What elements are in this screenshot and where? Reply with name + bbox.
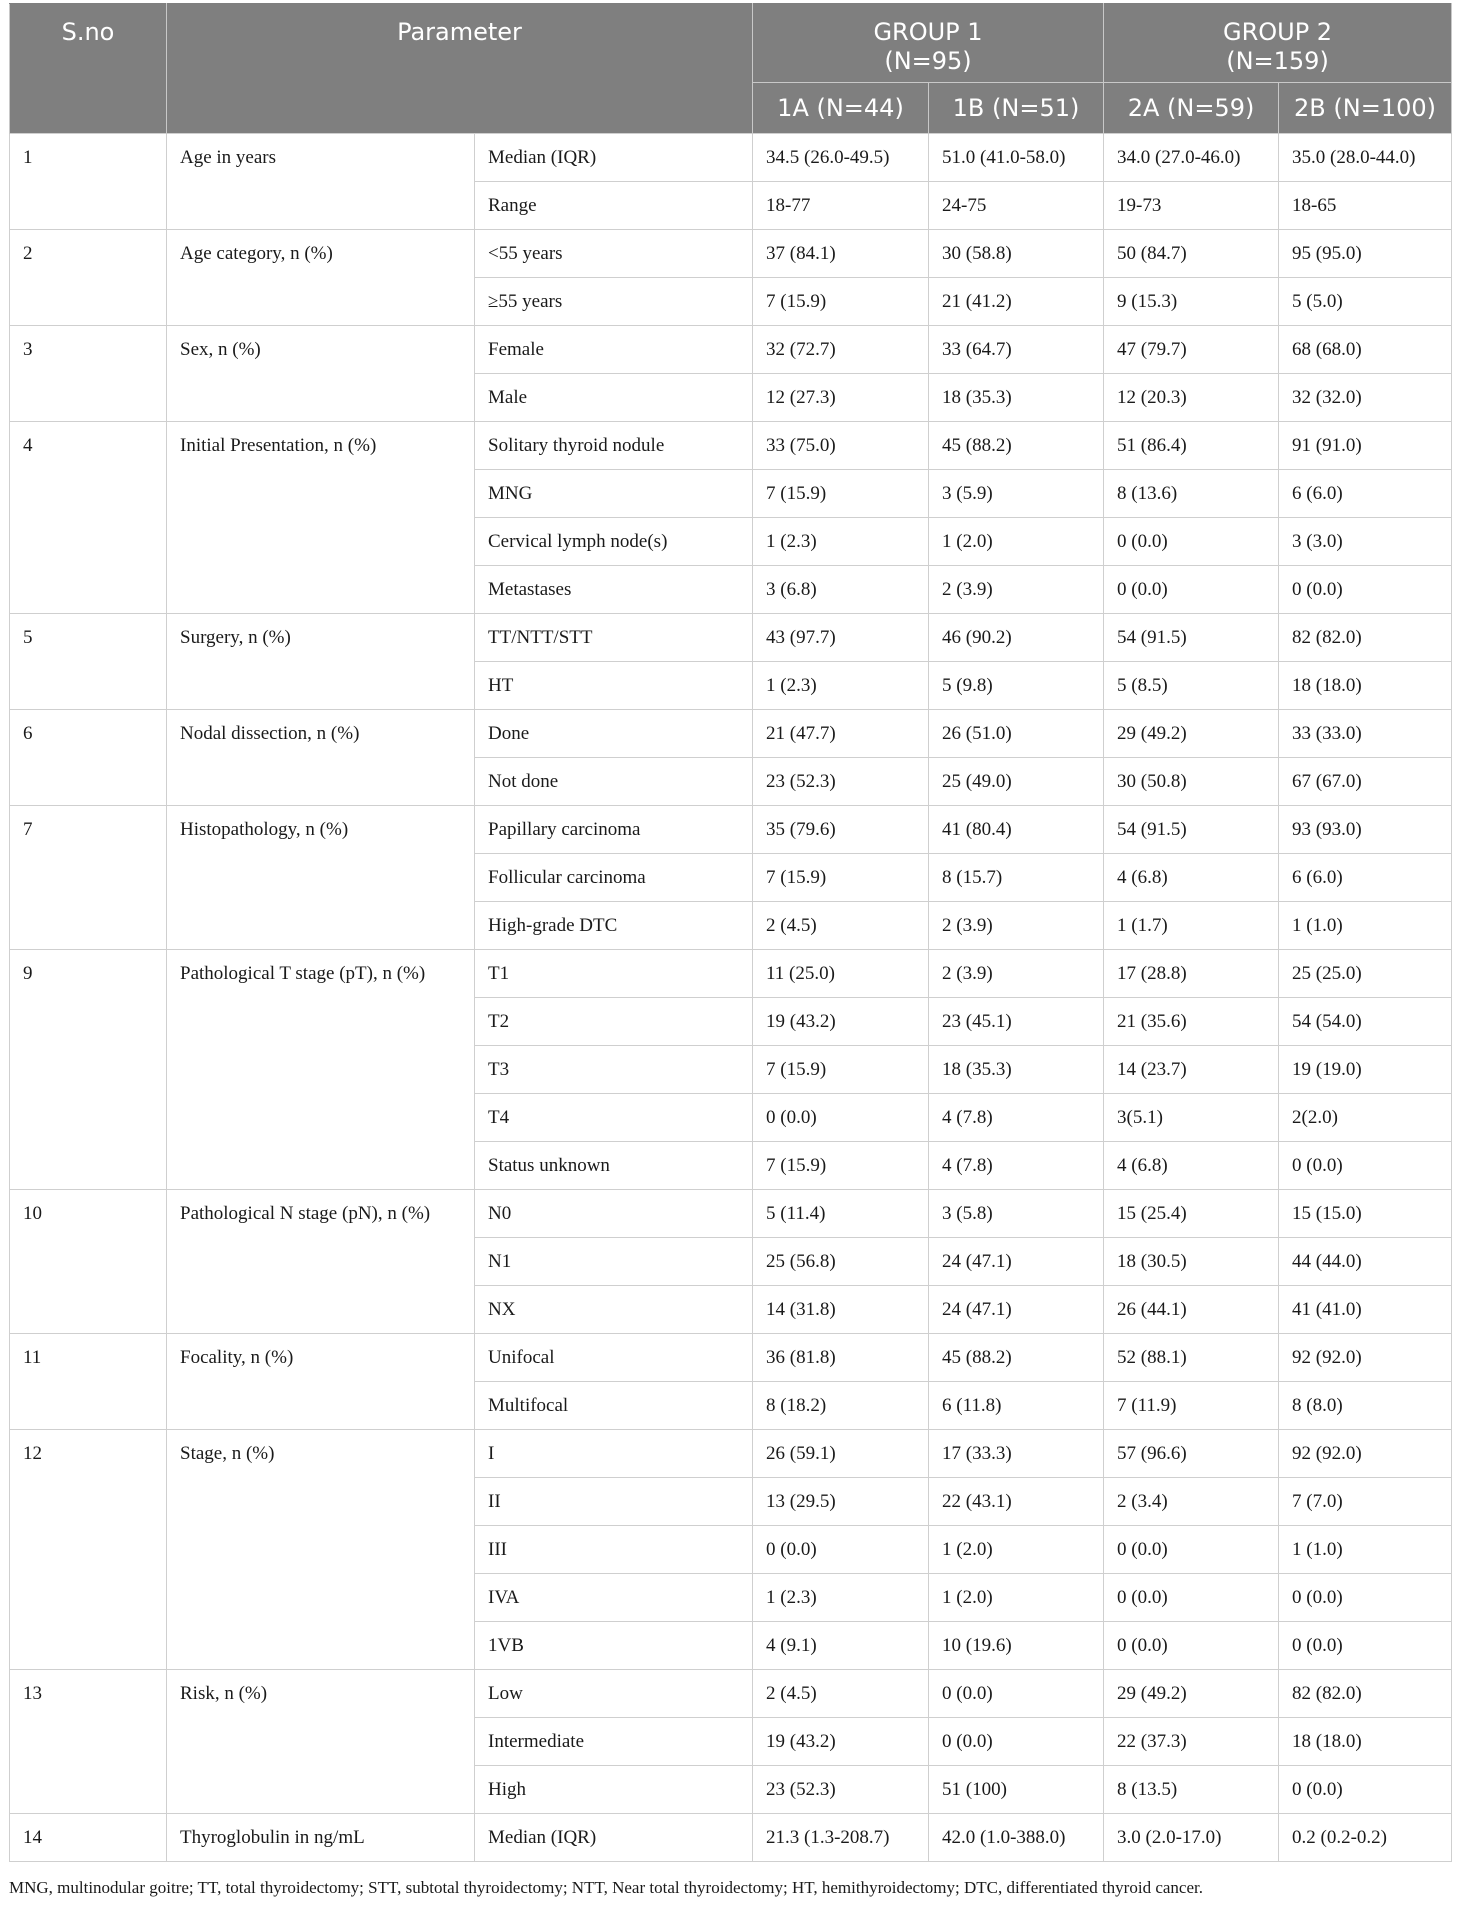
subparameter: IVA bbox=[475, 1574, 753, 1622]
table-row bbox=[10, 1670, 1452, 1718]
subparameter: Unifocal bbox=[475, 1334, 753, 1382]
header-subgroup-2a: 2A (N=59) bbox=[1104, 83, 1279, 134]
value-1a: 18-77 bbox=[753, 182, 929, 230]
value-2b: 82 (82.0) bbox=[1279, 1670, 1452, 1718]
value-1a: 19 (43.2) bbox=[753, 1718, 929, 1766]
value-2b: 67 (67.0) bbox=[1279, 758, 1452, 806]
value-2a: 29 (49.2) bbox=[1104, 710, 1279, 758]
subparameter: MNG bbox=[475, 470, 753, 518]
header-subgroup-1a: 1A (N=44) bbox=[753, 83, 929, 134]
subparameter: Solitary thyroid nodule bbox=[475, 422, 753, 470]
value-2b: 41 (41.0) bbox=[1279, 1286, 1452, 1334]
value-2b: 93 (93.0) bbox=[1279, 806, 1452, 854]
value-2a: 50 (84.7) bbox=[1104, 230, 1279, 278]
value-1a: 25 (56.8) bbox=[753, 1238, 929, 1286]
value-2a: 51 (86.4) bbox=[1104, 422, 1279, 470]
subparameter: Median (IQR) bbox=[475, 134, 753, 182]
value-2b: 0 (0.0) bbox=[1279, 566, 1452, 614]
subparameter: HT bbox=[475, 662, 753, 710]
subparameter: N0 bbox=[475, 1190, 753, 1238]
value-1b: 0 (0.0) bbox=[929, 1718, 1104, 1766]
value-1a: 1 (2.3) bbox=[753, 662, 929, 710]
value-2a: 19-73 bbox=[1104, 182, 1279, 230]
subparameter: TT/NTT/STT bbox=[475, 614, 753, 662]
row-number: 10 bbox=[10, 1190, 167, 1334]
value-1b: 45 (88.2) bbox=[929, 422, 1104, 470]
value-2a: 1 (1.7) bbox=[1104, 902, 1279, 950]
value-1b: 23 (45.1) bbox=[929, 998, 1104, 1046]
subparameter: 1VB bbox=[475, 1622, 753, 1670]
value-1a: 26 (59.1) bbox=[753, 1430, 929, 1478]
value-2a: 3.0 (2.0-17.0) bbox=[1104, 1814, 1279, 1862]
value-2a: 54 (91.5) bbox=[1104, 806, 1279, 854]
value-2b: 6 (6.0) bbox=[1279, 854, 1452, 902]
group-1-title: GROUP 1 bbox=[873, 18, 983, 46]
header-subgroup-1b: 1B (N=51) bbox=[929, 83, 1104, 134]
value-2b: 92 (92.0) bbox=[1279, 1334, 1452, 1382]
table-row bbox=[10, 614, 1452, 662]
value-2a: 0 (0.0) bbox=[1104, 1574, 1279, 1622]
value-1a: 34.5 (26.0-49.5) bbox=[753, 134, 929, 182]
value-1b: 45 (88.2) bbox=[929, 1334, 1104, 1382]
value-1a: 7 (15.9) bbox=[753, 1046, 929, 1094]
parameter-name: Pathological N stage (pN), n (%) bbox=[167, 1190, 475, 1334]
value-1a: 32 (72.7) bbox=[753, 326, 929, 374]
value-1b: 8 (15.7) bbox=[929, 854, 1104, 902]
value-1b: 17 (33.3) bbox=[929, 1430, 1104, 1478]
group-2-title: GROUP 2 bbox=[1222, 18, 1333, 46]
value-1b: 4 (7.8) bbox=[929, 1094, 1104, 1142]
table-body bbox=[10, 134, 1452, 1862]
value-1b: 2 (3.9) bbox=[929, 902, 1104, 950]
value-1b: 21 (41.2) bbox=[929, 278, 1104, 326]
value-2b: 1 (1.0) bbox=[1279, 902, 1452, 950]
subparameter: Done bbox=[475, 710, 753, 758]
value-2b: 6 (6.0) bbox=[1279, 470, 1452, 518]
value-2b: 92 (92.0) bbox=[1279, 1430, 1452, 1478]
subparameter: T4 bbox=[475, 1094, 753, 1142]
value-1a: 1 (2.3) bbox=[753, 518, 929, 566]
value-1b: 18 (35.3) bbox=[929, 374, 1104, 422]
value-1a: 13 (29.5) bbox=[753, 1478, 929, 1526]
value-1b: 0 (0.0) bbox=[929, 1670, 1104, 1718]
header-parameter: Parameter bbox=[167, 4, 753, 134]
value-1a: 33 (75.0) bbox=[753, 422, 929, 470]
value-2b: 19 (19.0) bbox=[1279, 1046, 1452, 1094]
subparameter: Female bbox=[475, 326, 753, 374]
header-group-2 bbox=[1104, 4, 1452, 83]
value-1b: 51 (100) bbox=[929, 1766, 1104, 1814]
subparameter: Male bbox=[475, 374, 753, 422]
value-2a: 0 (0.0) bbox=[1104, 566, 1279, 614]
table-row bbox=[10, 1190, 1452, 1238]
value-2a: 2 (3.4) bbox=[1104, 1478, 1279, 1526]
value-2a: 34.0 (27.0-46.0) bbox=[1104, 134, 1279, 182]
value-2a: 12 (20.3) bbox=[1104, 374, 1279, 422]
value-1a: 36 (81.8) bbox=[753, 1334, 929, 1382]
value-2a: 29 (49.2) bbox=[1104, 1670, 1279, 1718]
subparameter: Intermediate bbox=[475, 1718, 753, 1766]
table-row bbox=[10, 134, 1452, 182]
value-2b: 3 (3.0) bbox=[1279, 518, 1452, 566]
value-1a: 43 (97.7) bbox=[753, 614, 929, 662]
value-2b: 95 (95.0) bbox=[1279, 230, 1452, 278]
value-1a: 5 (11.4) bbox=[753, 1190, 929, 1238]
value-2a: 4 (6.8) bbox=[1104, 854, 1279, 902]
value-1a: 7 (15.9) bbox=[753, 278, 929, 326]
group-2-count: (N=159) bbox=[1226, 47, 1329, 75]
value-1b: 1 (2.0) bbox=[929, 1574, 1104, 1622]
value-1a: 0 (0.0) bbox=[753, 1094, 929, 1142]
value-2a: 0 (0.0) bbox=[1104, 1622, 1279, 1670]
row-number: 1 bbox=[10, 134, 167, 230]
subparameter: T1 bbox=[475, 950, 753, 998]
parameter-name: Sex, n (%) bbox=[167, 326, 475, 422]
value-2a: 15 (25.4) bbox=[1104, 1190, 1279, 1238]
table-row bbox=[10, 806, 1452, 854]
value-2b: 54 (54.0) bbox=[1279, 998, 1452, 1046]
value-2b: 33 (33.0) bbox=[1279, 710, 1452, 758]
value-2b: 1 (1.0) bbox=[1279, 1526, 1452, 1574]
subparameter: Range bbox=[475, 182, 753, 230]
value-2a: 17 (28.8) bbox=[1104, 950, 1279, 998]
value-1b: 24-75 bbox=[929, 182, 1104, 230]
value-1b: 2 (3.9) bbox=[929, 566, 1104, 614]
value-2a: 54 (91.5) bbox=[1104, 614, 1279, 662]
table-header bbox=[10, 4, 1452, 134]
row-number: 5 bbox=[10, 614, 167, 710]
value-2a: 7 (11.9) bbox=[1104, 1382, 1279, 1430]
table-row bbox=[10, 230, 1452, 278]
row-number: 14 bbox=[10, 1814, 167, 1862]
value-2b: 15 (15.0) bbox=[1279, 1190, 1452, 1238]
value-2b: 44 (44.0) bbox=[1279, 1238, 1452, 1286]
value-2b: 0 (0.0) bbox=[1279, 1766, 1452, 1814]
subparameter: <55 years bbox=[475, 230, 753, 278]
value-1b: 5 (9.8) bbox=[929, 662, 1104, 710]
parameter-name: Stage, n (%) bbox=[167, 1430, 475, 1670]
value-2b: 5 (5.0) bbox=[1279, 278, 1452, 326]
value-1b: 25 (49.0) bbox=[929, 758, 1104, 806]
value-1a: 35 (79.6) bbox=[753, 806, 929, 854]
subparameter: NX bbox=[475, 1286, 753, 1334]
value-1b: 51.0 (41.0-58.0) bbox=[929, 134, 1104, 182]
value-2b: 91 (91.0) bbox=[1279, 422, 1452, 470]
value-1a: 7 (15.9) bbox=[753, 470, 929, 518]
subparameter: Cervical lymph node(s) bbox=[475, 518, 753, 566]
subparameter: N1 bbox=[475, 1238, 753, 1286]
value-2a: 8 (13.6) bbox=[1104, 470, 1279, 518]
value-2b: 25 (25.0) bbox=[1279, 950, 1452, 998]
value-2a: 4 (6.8) bbox=[1104, 1142, 1279, 1190]
value-1a: 2 (4.5) bbox=[753, 902, 929, 950]
characteristics-table bbox=[9, 3, 1452, 1862]
value-1a: 7 (15.9) bbox=[753, 1142, 929, 1190]
value-2b: 0 (0.0) bbox=[1279, 1142, 1452, 1190]
value-2a: 5 (8.5) bbox=[1104, 662, 1279, 710]
row-number: 3 bbox=[10, 326, 167, 422]
value-2b: 18 (18.0) bbox=[1279, 662, 1452, 710]
parameter-name: Pathological T stage (pT), n (%) bbox=[167, 950, 475, 1190]
table-row bbox=[10, 1430, 1452, 1478]
row-number: 2 bbox=[10, 230, 167, 326]
table-row bbox=[10, 422, 1452, 470]
value-1a: 0 (0.0) bbox=[753, 1526, 929, 1574]
value-1a: 19 (43.2) bbox=[753, 998, 929, 1046]
value-2a: 18 (30.5) bbox=[1104, 1238, 1279, 1286]
value-2a: 52 (88.1) bbox=[1104, 1334, 1279, 1382]
value-1b: 24 (47.1) bbox=[929, 1286, 1104, 1334]
value-2b: 82 (82.0) bbox=[1279, 614, 1452, 662]
value-1a: 14 (31.8) bbox=[753, 1286, 929, 1334]
subparameter: T2 bbox=[475, 998, 753, 1046]
row-number: 7 bbox=[10, 806, 167, 950]
value-2a: 47 (79.7) bbox=[1104, 326, 1279, 374]
value-2a: 8 (13.5) bbox=[1104, 1766, 1279, 1814]
value-2a: 21 (35.6) bbox=[1104, 998, 1279, 1046]
row-number: 4 bbox=[10, 422, 167, 614]
value-2a: 0 (0.0) bbox=[1104, 1526, 1279, 1574]
parameter-name: Nodal dissection, n (%) bbox=[167, 710, 475, 806]
group-1-count: (N=95) bbox=[884, 47, 972, 75]
value-2b: 35.0 (28.0-44.0) bbox=[1279, 134, 1452, 182]
table-row bbox=[10, 710, 1452, 758]
value-2b: 32 (32.0) bbox=[1279, 374, 1452, 422]
table-row bbox=[10, 1814, 1452, 1862]
subparameter: III bbox=[475, 1526, 753, 1574]
value-2a: 9 (15.3) bbox=[1104, 278, 1279, 326]
parameter-name: Age category, n (%) bbox=[167, 230, 475, 326]
value-2b: 2(2.0) bbox=[1279, 1094, 1452, 1142]
value-1a: 23 (52.3) bbox=[753, 1766, 929, 1814]
parameter-name: Focality, n (%) bbox=[167, 1334, 475, 1430]
subparameter: Metastases bbox=[475, 566, 753, 614]
value-2b: 7 (7.0) bbox=[1279, 1478, 1452, 1526]
subparameter: Not done bbox=[475, 758, 753, 806]
value-1a: 21.3 (1.3-208.7) bbox=[753, 1814, 929, 1862]
value-2a: 0 (0.0) bbox=[1104, 518, 1279, 566]
table-row bbox=[10, 950, 1452, 998]
subparameter: Median (IQR) bbox=[475, 1814, 753, 1862]
value-1b: 3 (5.8) bbox=[929, 1190, 1104, 1238]
parameter-name: Surgery, n (%) bbox=[167, 614, 475, 710]
header-subgroup-2b: 2B (N=100) bbox=[1279, 83, 1452, 134]
table-footnote: MNG, multinodular goitre; TT, total thyroidectomy; STT, subtotal thyroidectomy; NTT, Near total thyroidectomy; HT, hemithyroidectomy; DTC, differentiated thyroid cancer. bbox=[9, 1878, 1203, 1897]
subparameter: I bbox=[475, 1430, 753, 1478]
value-1a: 3 (6.8) bbox=[753, 566, 929, 614]
header-sno: S.no bbox=[10, 4, 167, 134]
value-1b: 6 (11.8) bbox=[929, 1382, 1104, 1430]
subparameter: Follicular carcinoma bbox=[475, 854, 753, 902]
value-1b: 1 (2.0) bbox=[929, 518, 1104, 566]
value-2a: 26 (44.1) bbox=[1104, 1286, 1279, 1334]
table-row bbox=[10, 1334, 1452, 1382]
value-1a: 12 (27.3) bbox=[753, 374, 929, 422]
value-1b: 3 (5.9) bbox=[929, 470, 1104, 518]
parameter-name: Thyroglobulin in ng/mL bbox=[167, 1814, 475, 1862]
value-2a: 14 (23.7) bbox=[1104, 1046, 1279, 1094]
value-1a: 2 (4.5) bbox=[753, 1670, 929, 1718]
value-2b: 0 (0.0) bbox=[1279, 1622, 1452, 1670]
value-1b: 18 (35.3) bbox=[929, 1046, 1104, 1094]
value-2a: 22 (37.3) bbox=[1104, 1718, 1279, 1766]
value-2b: 68 (68.0) bbox=[1279, 326, 1452, 374]
value-1b: 24 (47.1) bbox=[929, 1238, 1104, 1286]
parameter-name: Initial Presentation, n (%) bbox=[167, 422, 475, 614]
table-row bbox=[10, 326, 1452, 374]
value-1b: 30 (58.8) bbox=[929, 230, 1104, 278]
parameter-name: Histopathology, n (%) bbox=[167, 806, 475, 950]
subparameter: Low bbox=[475, 1670, 753, 1718]
value-2b: 0.2 (0.2-0.2) bbox=[1279, 1814, 1452, 1862]
value-2b: 8 (8.0) bbox=[1279, 1382, 1452, 1430]
row-number: 13 bbox=[10, 1670, 167, 1814]
subparameter: High-grade DTC bbox=[475, 902, 753, 950]
value-1a: 1 (2.3) bbox=[753, 1574, 929, 1622]
value-1a: 11 (25.0) bbox=[753, 950, 929, 998]
subparameter: Multifocal bbox=[475, 1382, 753, 1430]
value-2b: 0 (0.0) bbox=[1279, 1574, 1452, 1622]
value-1a: 4 (9.1) bbox=[753, 1622, 929, 1670]
value-2a: 30 (50.8) bbox=[1104, 758, 1279, 806]
header-group-1 bbox=[753, 4, 1104, 83]
value-1b: 26 (51.0) bbox=[929, 710, 1104, 758]
subparameter: Papillary carcinoma bbox=[475, 806, 753, 854]
row-number: 6 bbox=[10, 710, 167, 806]
subparameter: Status unknown bbox=[475, 1142, 753, 1190]
subparameter: ≥55 years bbox=[475, 278, 753, 326]
value-1a: 21 (47.7) bbox=[753, 710, 929, 758]
row-number: 12 bbox=[10, 1430, 167, 1670]
value-2b: 18 (18.0) bbox=[1279, 1718, 1452, 1766]
subparameter: T3 bbox=[475, 1046, 753, 1094]
value-1b: 10 (19.6) bbox=[929, 1622, 1104, 1670]
value-1b: 46 (90.2) bbox=[929, 614, 1104, 662]
parameter-name: Age in years bbox=[167, 134, 475, 230]
value-1b: 33 (64.7) bbox=[929, 326, 1104, 374]
value-2a: 3(5.1) bbox=[1104, 1094, 1279, 1142]
value-1b: 4 (7.8) bbox=[929, 1142, 1104, 1190]
value-1b: 42.0 (1.0-388.0) bbox=[929, 1814, 1104, 1862]
value-1b: 1 (2.0) bbox=[929, 1526, 1104, 1574]
value-1b: 2 (3.9) bbox=[929, 950, 1104, 998]
value-1b: 22 (43.1) bbox=[929, 1478, 1104, 1526]
value-2b: 18-65 bbox=[1279, 182, 1452, 230]
value-1a: 37 (84.1) bbox=[753, 230, 929, 278]
subparameter: High bbox=[475, 1766, 753, 1814]
value-1a: 7 (15.9) bbox=[753, 854, 929, 902]
parameter-name: Risk, n (%) bbox=[167, 1670, 475, 1814]
value-1a: 8 (18.2) bbox=[753, 1382, 929, 1430]
value-1a: 23 (52.3) bbox=[753, 758, 929, 806]
value-2a: 57 (96.6) bbox=[1104, 1430, 1279, 1478]
subparameter: II bbox=[475, 1478, 753, 1526]
row-number: 9 bbox=[10, 950, 167, 1190]
value-1b: 41 (80.4) bbox=[929, 806, 1104, 854]
row-number: 11 bbox=[10, 1334, 167, 1430]
